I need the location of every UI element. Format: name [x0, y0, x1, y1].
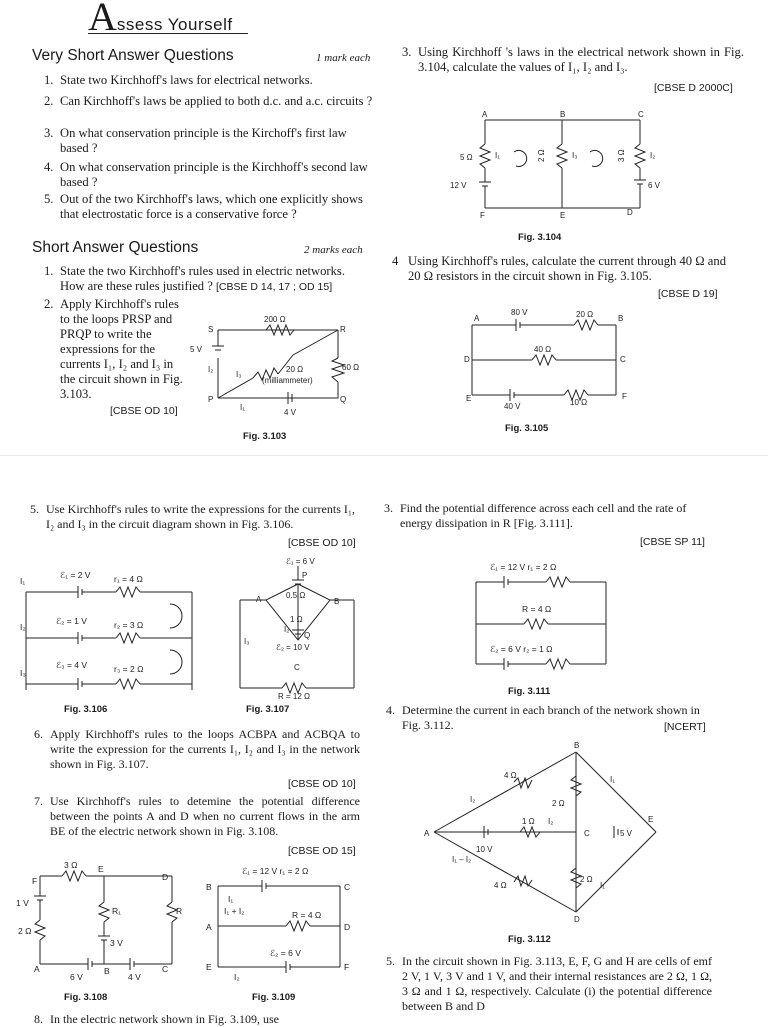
svg-text:ℰ₁ = 12 V r₁ = 2 Ω: ℰ₁ = 12 V r₁ = 2 Ω [242, 866, 309, 876]
svg-text:E: E [98, 864, 104, 874]
svg-text:B: B [618, 314, 624, 323]
svg-text:40 Ω: 40 Ω [534, 345, 552, 354]
svg-text:ℰ₂ = 6 V: ℰ₂ = 6 V [270, 948, 301, 958]
q5-kirchhoff: 5. Use Kirchhoff's rules to write the expressions for the currents I₁, I₂ and I₃ in the circuit diagram shown in Fig. 3.106. [30, 502, 356, 531]
svg-text:I₂: I₂ [20, 622, 26, 632]
svg-text:20 Ω: 20 Ω [576, 310, 594, 319]
svg-text:C: C [638, 110, 644, 119]
svg-text:B: B [334, 597, 340, 606]
svg-text:I₂: I₂ [650, 151, 656, 160]
figure-caption: Fig. 3.112 [508, 934, 551, 945]
svg-text:C: C [344, 882, 351, 892]
q4-ref: [CBSE D 19] [658, 288, 718, 300]
q3-ref: [CBSE D 2000C] [654, 82, 733, 94]
svg-text:4 Ω: 4 Ω [504, 771, 517, 780]
svg-text:60 Ω: 60 Ω [342, 363, 360, 372]
svg-text:5 Ω: 5 Ω [460, 153, 473, 162]
figure-caption: Fig. 3.108 [64, 992, 108, 1003]
vsaq-item: 2. Can Kirchhoff's laws be applied to both d.c. and a.c. circuits ? [44, 94, 373, 108]
svg-text:A: A [256, 595, 262, 604]
svg-text:I₁: I₁ [495, 151, 500, 160]
svg-text:F: F [480, 211, 485, 220]
saq-marks: 2 marks each [304, 244, 363, 256]
svg-text:I₂: I₂ [284, 625, 290, 634]
svg-text:80 V: 80 V [511, 308, 528, 317]
svg-text:r₂ = 3 Ω: r₂ = 3 Ω [114, 620, 144, 630]
svg-text:R₁: R₁ [112, 906, 122, 916]
q7-kirchhoff: 7. Use Kirchhoff's rules to detemine the potential difference between the points A and D when no current flows in the arm BE of the electric network shown in Fig. 3.108. [34, 794, 360, 838]
q8-kirchhoff: 8. In the electric network shown in Fig. 3.109, use [34, 1012, 279, 1026]
svg-text:3 Ω: 3 Ω [617, 149, 626, 162]
circuit-figure-3-104 [440, 108, 680, 223]
svg-text:1 Ω: 1 Ω [522, 817, 535, 826]
figure-caption: Fig. 3.105 [505, 423, 549, 434]
figure-caption: Fig. 3.103 [243, 431, 287, 442]
circuit-figure-3-107 [230, 552, 365, 700]
svg-text:2 Ω: 2 Ω [580, 875, 593, 884]
svg-text:C: C [294, 663, 300, 672]
title-underline [88, 33, 248, 34]
svg-text:E: E [648, 815, 654, 824]
svg-text:200 Ω: 200 Ω [264, 315, 286, 324]
svg-text:R: R [176, 906, 183, 916]
svg-text:I₁: I₁ [20, 576, 26, 586]
svg-text:20 Ω: 20 Ω [286, 365, 304, 374]
svg-text:F: F [344, 962, 350, 972]
svg-text:D: D [627, 208, 633, 217]
q3b-ref: [CBSE SP 11] [640, 536, 705, 548]
svg-text:E: E [560, 211, 566, 220]
svg-text:D: D [574, 915, 580, 924]
svg-text:6 V: 6 V [70, 972, 83, 982]
svg-text:12 V: 12 V [450, 181, 467, 190]
svg-text:A: A [474, 314, 480, 323]
svg-text:0.5 Ω: 0.5 Ω [286, 591, 306, 600]
q4-branch-currents: 4. Determine the current in each branch of the network shown in Fig. 3.112. [386, 703, 700, 732]
svg-text:D: D [162, 872, 169, 882]
svg-text:I₃: I₃ [20, 668, 26, 678]
circuit-figure-3-105 [456, 305, 646, 415]
page-divider [0, 455, 768, 490]
vsaq-item: 1. State two Kirchhoff's laws for electrical networks. [44, 73, 313, 87]
svg-text:E: E [206, 962, 212, 972]
svg-text:I₁: I₁ [610, 775, 615, 784]
svg-text:C: C [584, 829, 590, 838]
q3-kirchhoff: 3. Using Kirchhoff 's laws in the electrical network shown in Fig. 3.104, calculate the values of I₁, I₂ and I₃. [402, 45, 744, 74]
svg-text:10 V: 10 V [476, 845, 493, 854]
svg-text:A: A [206, 922, 212, 932]
svg-text:2 Ω: 2 Ω [18, 926, 32, 936]
svg-text:I₃: I₃ [244, 637, 250, 646]
q6-kirchhoff: 6. Apply Kirchhoff's rules to the loops ACBPA and ACBQA to write the expression for the currents I₁, I₂ and I₃ in the network shown in Fig. 3.107. [34, 727, 360, 771]
svg-text:C: C [162, 964, 169, 974]
svg-text:3 Ω: 3 Ω [64, 862, 78, 870]
vsaq-item: 4. On what conservation principle is the Kirchhoff's second law based ? [44, 160, 368, 189]
svg-text:r₃ = 2 Ω: r₃ = 2 Ω [114, 664, 144, 674]
svg-text:D: D [464, 355, 470, 364]
vsaq-item: 3. On what conservation principle is the Kirchoff's first law based ? [44, 126, 347, 155]
svg-text:I₃: I₃ [236, 370, 242, 379]
q5-ref: [CBSE OD 10] [288, 537, 356, 549]
svg-text:Q: Q [340, 395, 347, 404]
svg-text:I₁: I₁ [600, 881, 605, 890]
svg-text:S: S [208, 325, 214, 334]
svg-text:I₃: I₃ [572, 151, 578, 160]
svg-text:6 V: 6 V [648, 181, 661, 190]
title-rest: ssess Yourself [116, 15, 233, 34]
vsaq-heading: Very Short Answer Questions [32, 47, 234, 64]
svg-text:I₂: I₂ [470, 795, 476, 804]
saq-q1: 1. State the two Kirchhoff's rules used in electric networks. How are these rules justified ? [CBSE D 14, 17 ; OD 15] [44, 264, 345, 293]
svg-text:F: F [32, 876, 38, 886]
svg-text:R: R [340, 325, 346, 334]
svg-text:A: A [34, 964, 40, 974]
svg-text:5 V: 5 V [190, 345, 203, 354]
vsaq-item: 5. Out of the two Kirchhoff's laws, which one explicitly shows that electrostatic force is a conservative force ? [44, 192, 363, 221]
q4-kirchhoff: 4 Using Kirchhoff's rules, calculate the current through 40 Ω and 20 Ω resistors in the circuit shown in Fig. 3.105. [392, 254, 726, 283]
svg-text:3 V: 3 V [110, 938, 123, 948]
vsaq-marks: 1 mark each [316, 52, 371, 64]
circuit-figure-3-106 [20, 562, 230, 697]
svg-text:4 Ω: 4 Ω [494, 881, 507, 890]
q3-potential-difference: 3. Find the potential difference across each cell and the rate of energy dissipation in R [Fig. 3.111]. [384, 501, 687, 530]
svg-text:R = 4 Ω: R = 4 Ω [292, 910, 322, 920]
svg-text:B: B [574, 741, 580, 750]
figure-caption: Fig. 3.106 [64, 704, 108, 715]
svg-text:A: A [424, 829, 430, 838]
q6-ref: [CBSE OD 10] [288, 778, 356, 790]
svg-text:I₁ + I₂: I₁ + I₂ [224, 906, 245, 916]
svg-text:ℰ₂ = 1 V: ℰ₂ = 1 V [56, 616, 87, 626]
svg-text:ℰ₃ = 4 V: ℰ₃ = 4 V [56, 660, 88, 670]
svg-text:I₂: I₂ [234, 972, 240, 982]
svg-text:I₁ – I₂: I₁ – I₂ [452, 855, 472, 864]
svg-text:C: C [620, 355, 626, 364]
saq-q2-ref: [CBSE OD 10] [110, 405, 178, 417]
circuit-figure-3-111 [466, 560, 616, 675]
svg-text:ℰ₂ = 10 V: ℰ₂ = 10 V [276, 643, 310, 652]
svg-text:P: P [208, 395, 214, 404]
svg-text:D: D [344, 922, 351, 932]
svg-text:4 V: 4 V [284, 408, 297, 417]
circuit-figure-3-109 [200, 862, 370, 987]
svg-text:ℰ₂ = 6 V r₂ = 1 Ω: ℰ₂ = 6 V r₂ = 1 Ω [490, 644, 553, 654]
svg-text:2 Ω: 2 Ω [537, 149, 546, 162]
svg-text:I₁: I₁ [240, 403, 245, 412]
svg-text:ℰ₁ = 2 V: ℰ₁ = 2 V [60, 570, 91, 580]
svg-text:5 V: 5 V [620, 829, 633, 838]
svg-text:R = 12 Ω: R = 12 Ω [278, 692, 310, 700]
circuit-figure-3-108 [14, 862, 194, 987]
figure-caption: Fig. 3.111 [508, 686, 551, 697]
svg-text:ℰ₁ = 6 V: ℰ₁ = 6 V [286, 557, 315, 566]
circuit-figure-3-112 [424, 740, 664, 925]
saq-q2: 2. Apply Kirchhoff's rules to the loops PRSP and PRQP to write the expressions for the currents I₁, I₂ and I₃ in the circuit shown in Fig. 3.103. [44, 297, 183, 401]
svg-text:I₂: I₂ [548, 817, 554, 826]
svg-text:4 V: 4 V [128, 972, 141, 982]
title-initial: A [88, 0, 117, 39]
figure-caption: Fig. 3.109 [252, 992, 296, 1003]
svg-text:P: P [302, 571, 308, 580]
saq-heading: Short Answer Questions [32, 239, 199, 256]
svg-text:B: B [560, 110, 566, 119]
q5-circuit-cells: 5. In the circuit shown in Fig. 3.113, E, F, G and H are cells of emf 2 V, 1 V, 3 V and 1 V, and their internal resistances are 2 Ω, 1 Ω, 3 Ω and 1 Ω, respectively. Calculate (i) the potential difference between B and D [386, 954, 712, 1013]
svg-text:R = 4 Ω: R = 4 Ω [522, 604, 552, 614]
svg-text:A: A [482, 110, 488, 119]
svg-text:F: F [622, 392, 627, 401]
svg-text:10 Ω: 10 Ω [570, 398, 588, 407]
svg-text:40 V: 40 V [504, 402, 521, 411]
figure-caption: Fig. 3.107 [246, 704, 290, 715]
svg-text:Q: Q [304, 631, 311, 640]
svg-text:B: B [206, 882, 212, 892]
q7-ref: [CBSE OD 15] [288, 845, 356, 857]
figure-caption: Fig. 3.104 [518, 232, 562, 243]
svg-text:r₁ = 4 Ω: r₁ = 4 Ω [114, 574, 143, 584]
svg-text:(milliammeter): (milliammeter) [262, 376, 313, 385]
svg-text:ℰ₁ = 12 V r₁ = 2 Ω: ℰ₁ = 12 V r₁ = 2 Ω [490, 562, 557, 572]
section-title [88, 0, 233, 39]
svg-text:1 V: 1 V [16, 898, 29, 908]
svg-text:1 Ω: 1 Ω [290, 615, 303, 624]
svg-text:I₁: I₁ [228, 894, 234, 904]
svg-text:B: B [104, 966, 110, 976]
q4b-ref: [NCERT] [664, 721, 706, 733]
svg-text:I₂: I₂ [208, 365, 214, 374]
svg-text:E: E [466, 394, 472, 403]
circuit-figure-3-103 [188, 310, 378, 425]
svg-text:2 Ω: 2 Ω [552, 799, 565, 808]
